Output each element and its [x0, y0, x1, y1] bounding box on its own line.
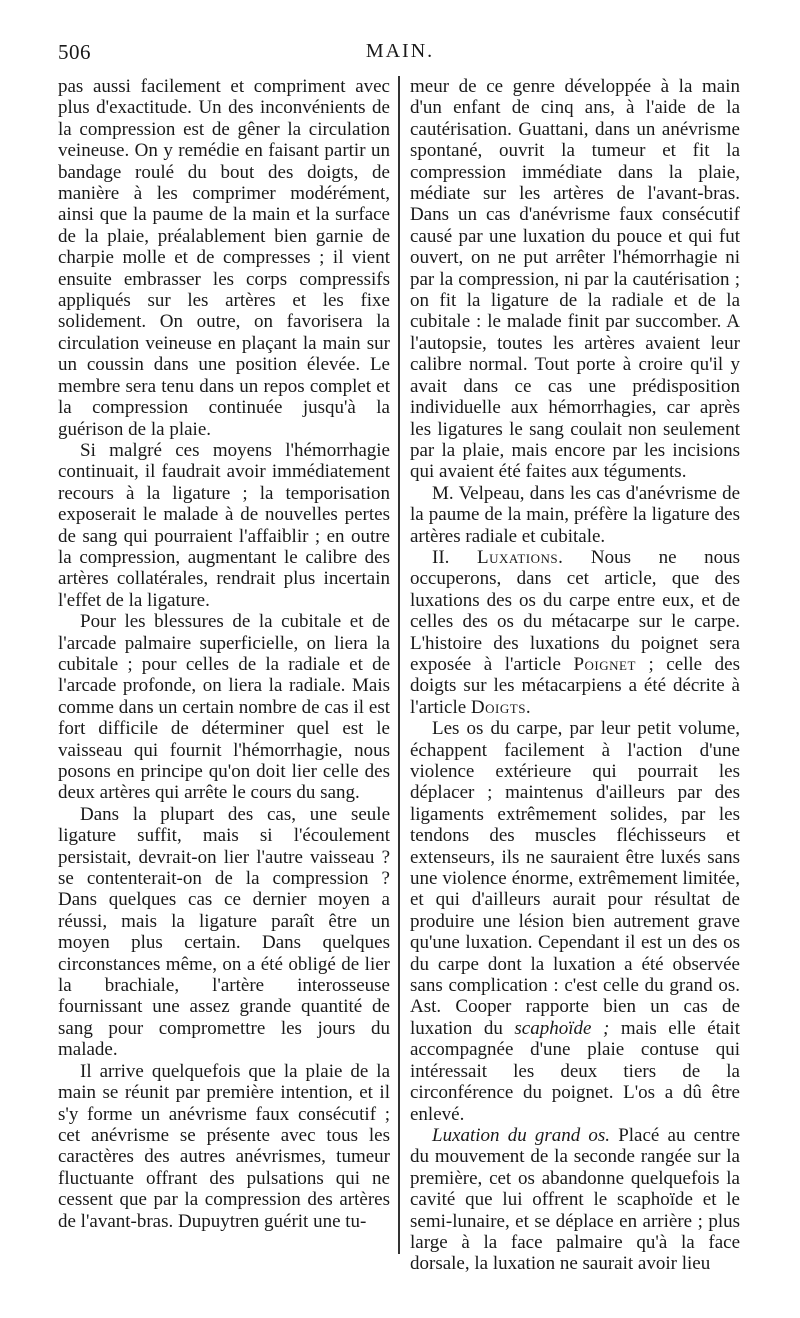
paragraph: Si malgré ces moyens l'hémorrhagie continuait, il faudrait avoir immédiatement recours à la ligature ; la temporisation exposerait le malade à de nouvelles pertes de sang qui pourraient l'affaiblir ; en outre la compression, augmentant le calibre des artères collatérales, rendrait plus incertain l'effet de la ligature.	[58, 439, 390, 611]
paragraph-luxations	[410, 547, 740, 718]
paragraph: pas aussi facilement et compriment avec plus d'exactitude. Un des inconvénients de la compression est de gêner la circulation veineuse. On y remédie en faisant partir un bandage roulé du bout des doigts, de manière à les comprimer modérément, ainsi que la paume de la main et la surface de la plaie, préalablement bien garnie de charpie molle et de compresses ; il vient ensuite embrasser les corps compressifs appliqués sur les artères et les fixe solidement. On outre, on favorisera la circulation veineuse en plaçant la main sur un coussin dans une position élevée. Le membre sera tenu dans un repos complet et la compression continuée jusqu'à la guérison de la plaie.	[58, 76, 390, 440]
text-run: Les os du carpe, par leur petit volume, échappent facilement à l'action d'une violence extérieure qui pourrait les déplacer ; maintenus d'ailleurs par des ligaments extrêmement solides, par les tendons des muscles fléchisseurs et extenseurs, ils ne sauraient être luxés sans une violence énorme, extrêmement limitée, et qui d'ailleurs aurait pour résultat de produire une lésion bien autrement grave qu'une luxation. Cependant il est un des os du carpe dont la luxation a été observée sans complication : c'est celle du grand os. Ast. Cooper rapporte bien un cas de luxation du	[410, 718, 740, 1039]
text-run: Placé au centre du mouvement de la seconde rangée sur la première, cet os abandonne quelquefois la cavité que lui offrent le scaphoïde et le semi-lunaire, et se déplace en arrière ; plus large à la face palmaire qu'à la face dorsale, la luxation ne saurait avoir lieu	[410, 1124, 740, 1275]
paragraph: M. Velpeau, dans les cas d'anévrisme de la paume de la main, préfère la ligature des artères radiale et cubitale.	[410, 482, 740, 547]
running-title: MAIN.	[365, 40, 435, 62]
paragraph	[410, 718, 740, 1125]
paragraph: Pour les blessures de la cubitale et de l'arcade palmaire superficielle, on liera la cubitale ; pour celles de la radiale et de l'arcade profonde, on liera la radiale. Mais comme dans un certain nombre de cas il est fort difficile de déterminer quel est le vaisseau qui fournit l'hémorrhagie, nous posons en principe qu'on doit lier celle des deux artères qui arrête le cours du sang.	[58, 611, 390, 804]
text-run: .	[525, 696, 531, 718]
paragraph: Il arrive quelquefois que la plaie de la main se réunit par première intention, et il s'y forme un anévrisme faux consécutif ; cet anévrisme se présente avec tous les caractères des autres anévrismes, tumeur fluctuante offrant des pulsations qui ne cessent que par la compression des artères de l'avant-bras. Dupuytren guérit une tu-	[58, 1060, 390, 1232]
italic-term: scaphoïde ;	[514, 1017, 610, 1039]
cross-reference: Doigts	[470, 696, 526, 718]
paragraph: Dans la plupart des cas, une seule ligature suffit, mais si l'écoulement persistait, devrait-on lier l'autre vaisseau ? se contenterait-on de la compression ? Dans quelques cas ce dernier moyen a réussi, mais la ligature paraît être un moyen plus certain. Dans quelques circonstances même, on a été obligé de lier la brachiale, l'artère interosseuse fournissant une assez grande quantité de sang pour compromettre les jours du malade.	[58, 803, 390, 1061]
text-run: ; celle des doigts sur les métacarpiens a été décrite à l'article	[410, 653, 740, 718]
section-number: II.	[432, 546, 450, 568]
text-run: Nous ne nous occuperons, dans cet article, que des luxations des os du carpe entre eux, et de celles des os du métacarpe sur le carpe. L'histoire des luxations du poignet sera exposée à l'article	[410, 546, 740, 675]
subsection-heading: Luxation du grand os.	[432, 1124, 611, 1146]
text-run: mais elle était accompagnée d'une plaie contuse qui intéressait les deux tiers de la circonférence du poignet. L'os a dû être enlevé.	[410, 1017, 740, 1125]
section-heading: Luxations.	[476, 546, 564, 568]
cross-reference: Poignet	[573, 653, 636, 675]
paragraph	[410, 1125, 740, 1275]
page-number: 506	[58, 40, 91, 64]
left-column	[58, 76, 390, 1232]
column-divider	[398, 76, 400, 1254]
page-header	[58, 40, 742, 68]
right-column	[410, 76, 740, 1275]
paragraph: meur de ce genre développée à la main d'un enfant de cinq ans, à l'aide de la cautérisation. Guattani, dans un anévrisme spontané, ouvrit la tumeur et fit la compression immédiate dans la plaie, médiate sur les artères de l'avant-bras. Dans un cas d'anévrisme faux consécutif causé par une luxation du pouce et qui fut ouvert, on ne put arrêter l'hémorrhagie ni par la compression, ni par la cautérisation ; on fit la ligature de la radiale et de la cubitale : le malade finit par succomber. A l'autopsie, toutes les artères avaient leur calibre normal. Tout porte à croire qu'il y avait dans ce cas une prédisposition individuelle aux hémorrhagies, car après les ligatures le sang coulait non seulement par la plaie, mais encore par les incisions qui avaient été faites aux téguments.	[410, 76, 740, 483]
